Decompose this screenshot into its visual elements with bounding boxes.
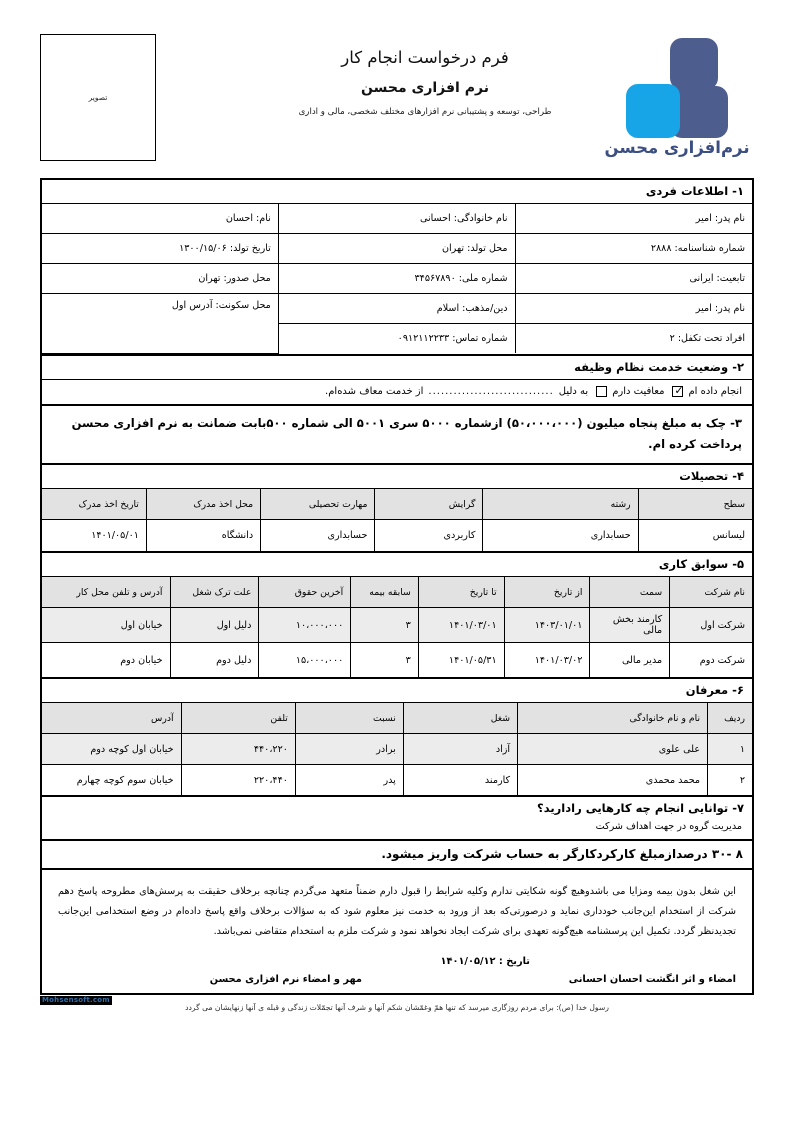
signature-date <box>441 956 531 967</box>
exempt-reason-tail: از خدمت معاف شده‌ام. <box>325 385 424 397</box>
table-row <box>42 643 752 678</box>
cell-to-date: ۱۴۰۱/۰۵/۳۱ <box>418 643 504 678</box>
cell-religion: دین/مذهب: اسلام <box>278 294 515 324</box>
signature-date-label: تاریخ : <box>498 956 530 968</box>
exempt-reason-label: به دلیل <box>558 385 589 397</box>
col-row-number: ردیف <box>708 703 752 734</box>
cell-company-name: شرکت اول <box>670 608 752 643</box>
cell-degree-date: ۱۴۰۱/۰۵/۰۱ <box>42 520 146 552</box>
cell-position: کارمند بخش مالی <box>590 608 670 643</box>
exempt-reason-input[interactable]: .............................. <box>428 385 554 397</box>
form-container <box>40 178 754 995</box>
table-row <box>42 608 752 643</box>
logo-wordmark: نرم‌افزارى محسن <box>604 138 750 157</box>
col-field: رشته <box>483 489 638 520</box>
cell-reference-phone: ۴۴۰،۲۲۰ <box>181 734 295 765</box>
company-tagline: طراحی، توسعه و پشتیبانی نرم افزارهای مختلف شخصی، مالی و اداری <box>298 107 552 117</box>
cell-insurance-years: ۳ <box>351 643 419 678</box>
table-row <box>42 520 752 552</box>
cell-first-name: نام: احسان <box>42 204 278 234</box>
section-2-heading: ۲- وضعیت خدمت نظام وظیفه <box>42 354 752 380</box>
cell-position: مدیر مالی <box>590 643 670 678</box>
cell-id-number: شماره شناسنامه: ۲۸۸۸ <box>515 234 752 264</box>
form-title: فرم درخواست انجام کار <box>341 48 509 67</box>
cell-phone-number: شماره تماس: ۰۹۱۲۱۱۲۲۳۳ <box>278 324 515 354</box>
cell-national-code: شماره ملی: ۳۴۵۶۷۸۹۰ <box>278 264 515 294</box>
col-reference-job: شغل <box>403 703 517 734</box>
cell-to-date: ۱۴۰۱/۰۳/۰۱ <box>418 608 504 643</box>
cell-orientation: کاربردی <box>375 520 483 552</box>
col-work-address: آدرس و تلفن محل کار <box>42 577 170 608</box>
cell-reference-relation: برادر <box>295 734 403 765</box>
declaration-paragraph: این شغل بدون بیمه ومزایا می باشدوهیچ گونه شکایتی ندارم وکلیه شرایط را قبول دارم ضمناً متعهد می‌گردم چنانچه برخلاف حقیقت به پرسش‌های مطروحه پاسخ دهم شرکت از استخدام این‌جانب خودداری نماید و درصورتی‌که بعد از ورود به خدمت نیز معلوم شود که به سؤالات برخلاف واقع پاسخ داده‌ام در وضع استخدامی این‌جانب تجدیدنظر گردد. تکمیل این پرسشنامه هیچ‌گونه تعهدی برای شرکت ایجاد نخواهد نمود و شرکت ملزم به استخدام متقاضی نمی‌باشد. <box>58 886 736 938</box>
col-last-salary: آخرین حقوق <box>259 577 351 608</box>
col-reference-relation: نسبت <box>295 703 403 734</box>
section-3-cheque-statement: ۳- چک به مبلغ پنجاه میلیون (۵۰،۰۰۰،۰۰۰) ازشماره ۵۰۰۰ سری ۵۰۰۱ الی شماره ۵۰۰بابت ضمانت به نرم افزاری محسن پرداخت کرده ام. <box>42 406 752 466</box>
personal-info-table <box>42 204 752 354</box>
logo-square-top-icon <box>670 38 718 90</box>
table-row <box>42 234 752 264</box>
cell-leave-reason: دلیل دوم <box>170 643 259 678</box>
cell-reference-name: محمد محمدی <box>518 765 708 796</box>
section-6-heading: ۶- معرفان <box>42 677 752 703</box>
header-titles <box>230 48 620 117</box>
company-name: نرم افزاری محسن <box>361 80 489 96</box>
col-insurance-years: سابقه بیمه <box>351 577 419 608</box>
signature-names-row <box>58 974 736 985</box>
site-watermark: Mohsensoft.com <box>42 996 110 1004</box>
cell-reference-address: خیابان اول کوچه دوم <box>42 734 181 765</box>
cell-dependents: افراد تحت تکفل: ۲ <box>515 324 752 354</box>
cell-field: حسابداری <box>483 520 638 552</box>
col-degree-date: تاریخ اخذ مدرک <box>42 489 146 520</box>
cell-skill: حسابداری <box>261 520 375 552</box>
cell-birth-place: محل تولد: تهران <box>278 234 515 264</box>
cell-birth-date: تاریخ تولد: ۱۳۰۰/۱۵/۰۶ <box>42 234 278 264</box>
cell-company-name: شرکت دوم <box>670 643 752 678</box>
footer-hadith-text: رسول خدا (ص): برای مردم روزگاری میرسد که تنها همّ وغمّشان شکم آنها و شرف آنها تجمّلات زندگی و قبله ی آنها زنهایشان می گردد <box>185 1003 609 1012</box>
table-row <box>42 765 752 796</box>
cell-insurance-years: ۳ <box>351 608 419 643</box>
cell-last-salary: ۱۵،۰۰۰،۰۰۰ <box>259 643 351 678</box>
checkbox-service-done[interactable] <box>672 386 683 397</box>
table-row <box>42 204 752 234</box>
cell-leave-reason: دلیل اول <box>170 608 259 643</box>
cell-institution: دانشگاه <box>146 520 260 552</box>
cell-row-number: ۲ <box>708 765 752 796</box>
cell-row-number: ۱ <box>708 734 752 765</box>
military-option-done[interactable] <box>672 386 742 397</box>
logo-square-blue-icon <box>626 84 680 138</box>
table-row <box>42 294 752 324</box>
table-row <box>42 264 752 294</box>
col-orientation: گرایش <box>375 489 483 520</box>
cell-reference-job: کارمند <box>403 765 517 796</box>
cell-residence-address: محل سکونت: آدرس اول <box>42 294 278 354</box>
cell-from-date: ۱۴۰۱/۰۳/۰۲ <box>504 643 590 678</box>
section-8-statement: ۸ -۳۰ درصدازمبلغ کارکردکارگر به حساب شرکت واریز میشود. <box>42 841 752 870</box>
education-table <box>42 489 752 551</box>
col-reference-name: نام و نام خانوادگی <box>518 703 708 734</box>
col-from-date: از تاریخ <box>504 577 590 608</box>
cell-degree-level: لیسانس <box>638 520 752 552</box>
section-1-heading: ۱- اطلاعات فردی <box>42 180 752 204</box>
cell-from-date: ۱۴۰۳/۰۱/۰۱ <box>504 608 590 643</box>
cell-father-name-2: نام پدر: امیر <box>515 294 752 324</box>
table-header-row <box>42 489 752 520</box>
col-reference-address: آدرس <box>42 703 181 734</box>
cell-work-address: خیابان دوم <box>42 643 170 678</box>
company-logo <box>600 34 754 174</box>
cell-work-address: خیابان اول <box>42 608 170 643</box>
cell-reference-relation: پدر <box>295 765 403 796</box>
cell-last-salary: ۱۰،۰۰۰،۰۰۰ <box>259 608 351 643</box>
section-4-heading: ۴- تحصیلات <box>42 465 752 489</box>
logo-marks <box>600 34 754 138</box>
cell-issue-place: محل صدور: تهران <box>42 264 278 294</box>
col-position: سمت <box>590 577 670 608</box>
col-leave-reason: علت ترک شغل <box>170 577 259 608</box>
table-header-row <box>42 577 752 608</box>
signature-area <box>42 952 752 993</box>
col-skill: مهارت تحصیلی <box>261 489 375 520</box>
col-reference-phone: تلفن <box>181 703 295 734</box>
table-row <box>42 734 752 765</box>
photo-placeholder-label: تصویر <box>88 93 108 102</box>
document-header <box>40 34 754 176</box>
col-to-date: تا تاریخ <box>418 577 504 608</box>
company-stamp-label: مهر و امضاء نرم افزاری محسن <box>209 974 362 986</box>
signature-date-row <box>58 956 736 974</box>
cell-last-name: نام خانوادگی: احسانی <box>278 204 515 234</box>
cell-reference-job: آزاد <box>403 734 517 765</box>
applicant-signature-label: امضاء و اثر انگشت احسان احسانی <box>568 974 736 986</box>
cell-father-name-1: نام پدر: امیر <box>515 204 752 234</box>
military-exempt-reason <box>325 386 588 397</box>
military-option-exempt[interactable] <box>596 386 664 397</box>
col-company-name: نام شرکت <box>670 577 752 608</box>
military-service-row <box>42 380 752 406</box>
cell-reference-address: خیابان سوم کوچه چهارم <box>42 765 181 796</box>
work-history-table <box>42 577 752 677</box>
photo-placeholder-box <box>40 34 156 161</box>
col-degree-level: سطح <box>638 489 752 520</box>
section-5-heading: ۵- سوابق کاری <box>42 551 752 577</box>
table-header-row <box>42 703 752 734</box>
references-table <box>42 703 752 795</box>
section-7-answer: مدیریت گروه در جهت اهداف شرکت <box>42 820 752 841</box>
cell-nationality: تابعیت: ایرانی <box>515 264 752 294</box>
signature-date-value: ۱۴۰۱/۰۵/۱۲ <box>440 956 496 968</box>
military-exempt-label: معافیت دارم <box>612 385 665 397</box>
col-institution: محل اخذ مدرک <box>146 489 260 520</box>
cell-reference-name: علی علوی <box>518 734 708 765</box>
checkbox-service-exempt[interactable] <box>596 386 607 397</box>
section-7-heading: ۷- توانایی انجام چه کارهایی رادارید؟ <box>42 795 752 820</box>
cell-reference-phone: ۲۲۰،۴۴۰ <box>181 765 295 796</box>
military-done-label: انجام داده ام <box>688 385 742 397</box>
